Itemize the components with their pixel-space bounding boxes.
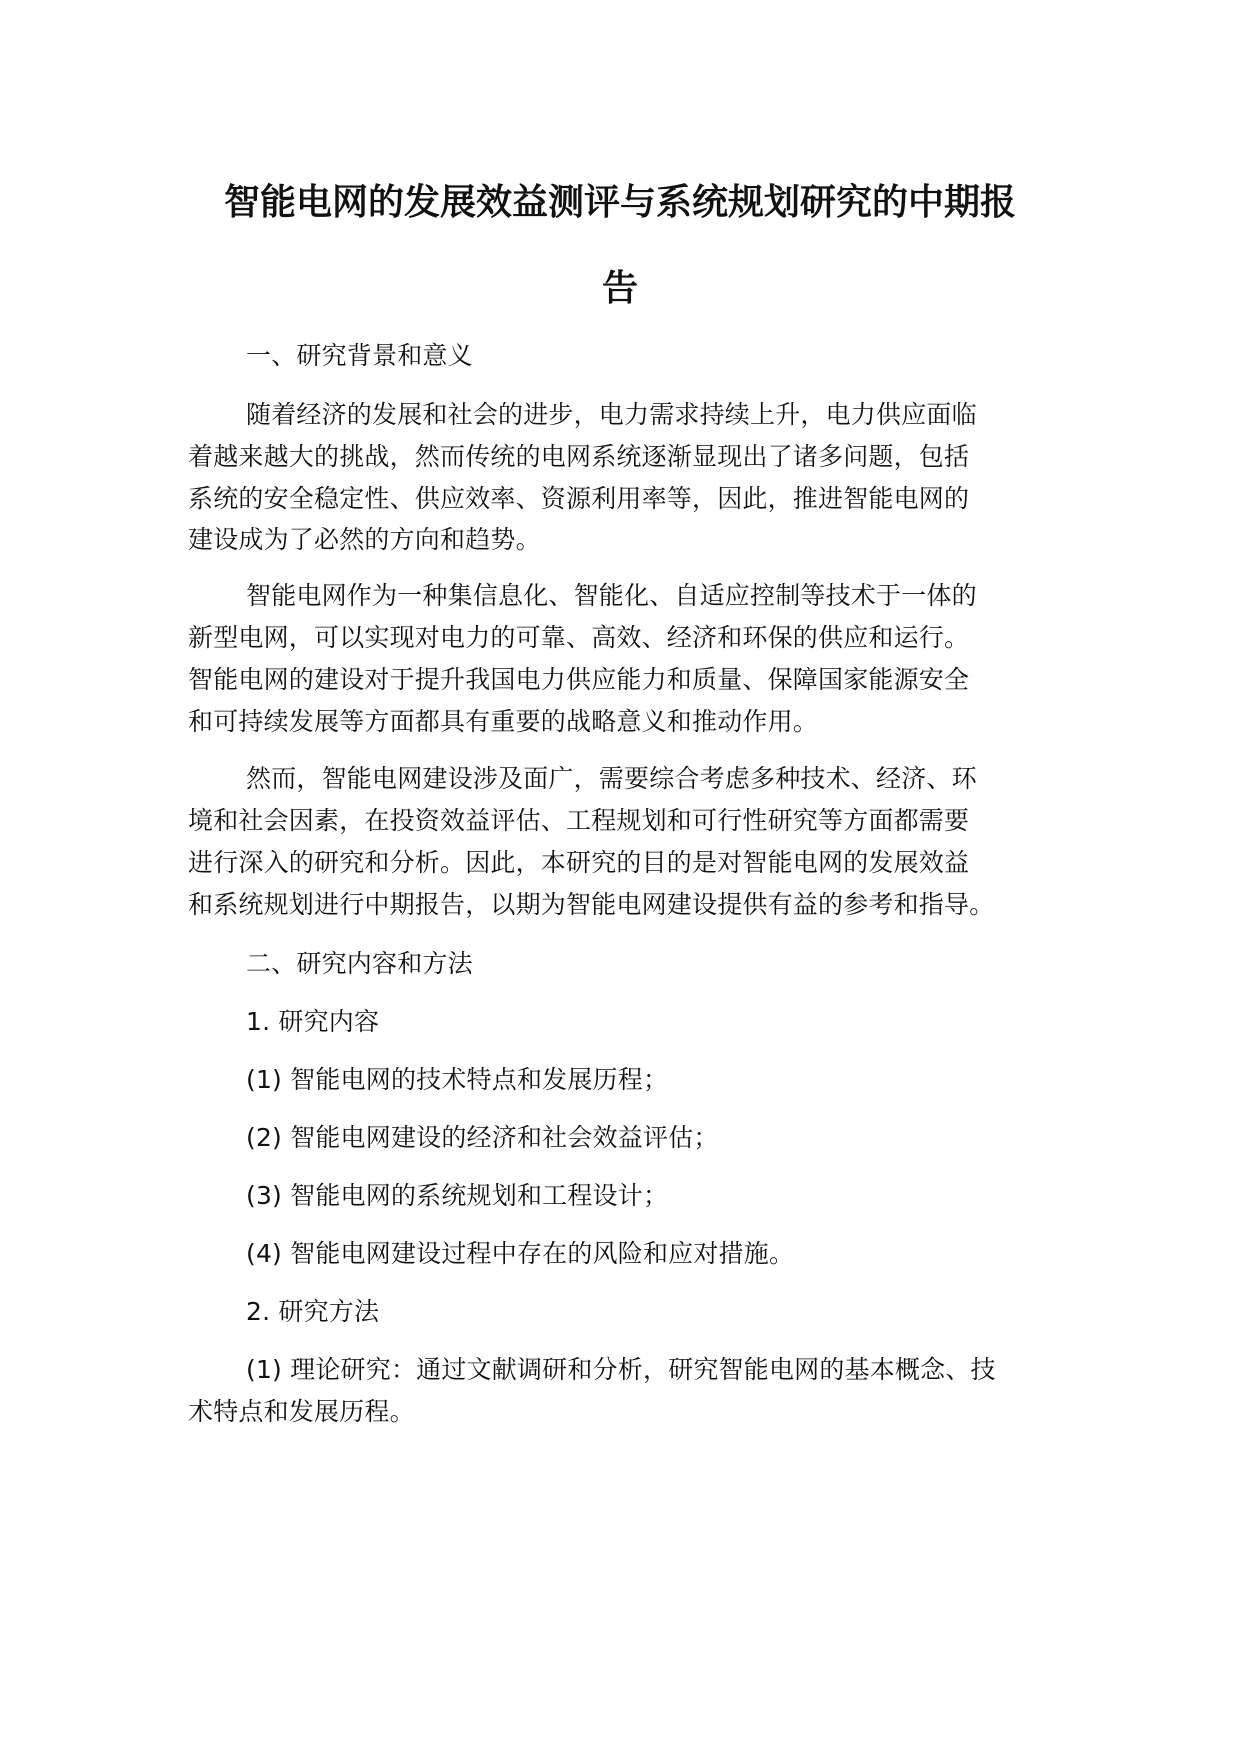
list-item: (3) 智能电网的系统规划和工程设计；: [246, 1181, 669, 1210]
list-item: (1) 理论研究：通过文献调研和分析，研究智能电网的基本概念、技: [246, 1355, 996, 1384]
subsection-heading-content: 1. 研究内容: [246, 1007, 380, 1036]
list-item-continuation: 术特点和发展历程。: [188, 1397, 415, 1426]
document-title-line-2: 告: [601, 268, 638, 309]
list-item: (4) 智能电网建设过程中存在的风险和应对措施。: [246, 1239, 795, 1268]
subsection-heading-method: 2. 研究方法: [246, 1297, 380, 1326]
paragraph-line: 智能电网作为一种集信息化、智能化、自适应控制等技术于一体的: [246, 581, 977, 610]
list-item: (1) 智能电网的技术特点和发展历程；: [246, 1065, 669, 1094]
paragraph-line: 然而，智能电网建设涉及面广，需要综合考虑多种技术、经济、环: [246, 764, 977, 793]
document-title-line-1: 智能电网的发展效益测评与系统规划研究的中期报: [223, 182, 1016, 223]
paragraph-line: 进行深入的研究和分析。因此，本研究的目的是对智能电网的发展效益: [188, 848, 970, 877]
paragraph-line: 和系统规划进行中期报告，以期为智能电网建设提供有益的参考和指导。: [188, 890, 995, 919]
paragraph-line: 着越来越大的挑战，然而传统的电网系统逐渐显现出了诸多问题，包括: [188, 442, 970, 471]
list-item: (2) 智能电网建设的经济和社会效益评估；: [246, 1123, 719, 1152]
section-heading-methods: 二、研究内容和方法: [246, 949, 473, 978]
paragraph-line: 智能电网的建设对于提升我国电力供应能力和质量、保障国家能源安全: [188, 665, 970, 694]
paragraph-line: 境和社会因素，在投资效益评估、工程规划和可行性研究等方面都需要: [188, 806, 970, 835]
section-heading-background: 一、研究背景和意义: [246, 341, 473, 370]
paragraph-line: 和可持续发展等方面都具有重要的战略意义和推动作用。: [188, 707, 819, 736]
paragraph-line: 建设成为了必然的方向和趋势。: [188, 525, 541, 554]
paragraph-line: 系统的安全稳定性、供应效率、资源利用率等，因此，推进智能电网的: [188, 484, 970, 513]
paragraph-line: 随着经济的发展和社会的进步，电力需求持续上升，电力供应面临: [246, 400, 977, 429]
paragraph-line: 新型电网，可以实现对电力的可靠、高效、经济和环保的供应和运行。: [188, 623, 970, 652]
